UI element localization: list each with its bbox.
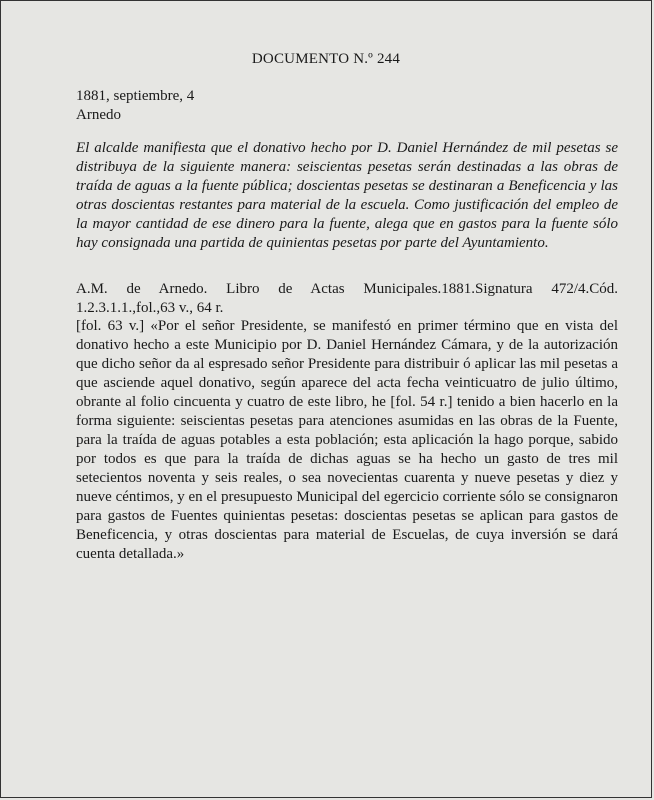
document-date: 1881, septiembre, 4 [76,88,195,104]
archival-source [76,280,618,318]
source-line-1: A.M. de Arnedo. Libro de Actas Municipales.1881.Signatura 472/4.Cód. [76,281,618,297]
document-summary: El alcalde manifiesta que el donativo hecho por D. Daniel Hernández de mil pesetas se distribuya de la siguiente manera: seiscientas pesetas serán destinadas a las obras de traída de aguas a la fuente pública; doscientas pesetas se destinaran a Beneficencia y las otras doscientas restantes para material de la escuela. Como justificación del empleo de la mayor cantidad de ese dinero para la fuente, alega que en gastos para la fuente sólo hay consignada una partida de quinientas pesetas por parte del Ayuntamiento. [76,140,618,251]
date-place-block [76,87,194,125]
document-place: Arnedo [76,107,121,123]
document-title: DOCUMENTO N.º 244 [251,51,401,67]
source-line-2: 1.2.3.1.1.,fol.,63 v., 64 r. [76,300,224,316]
document-transcription: [fol. 63 v.] «Por el señor Presidente, se manifestó en primer término que en vista del donativo hecho a este Municipio por D. Daniel Hernández Cámara, y de la autorización que dicho señor da al espresado señor Presidente para distribuir ó aplicar las mil pesetas a que asciende aquel donativo, según aparece del acta fecha veinticuatro de julio último, obrante al folio cincuenta y cuatro de este libro, he [fol. 54 r.] tenido a bien hacerlo en la forma siguiente: seiscientas pesetas para atenciones asumidas en las obras de la Fuente, para la traída de aguas potables a esta población; esta aplicación la hago porque, sabido por todos es que para la traída de dichas aguas se ha hecho un gasto de tres mil setecientos noventa y seis reales, o sea novecientas cuarenta y nueve pesetas y diez y nueve céntimos, y en el presupuesto Municipal del egercicio corriente sólo se consignaron para gastos de Fuentes quinientas pesetas: doscientas pesetas se aplican para gastos de Beneficencia, y otras doscientas para material de Escuelas, de cuya inversión se dará cuenta detallada.» [76,318,618,562]
